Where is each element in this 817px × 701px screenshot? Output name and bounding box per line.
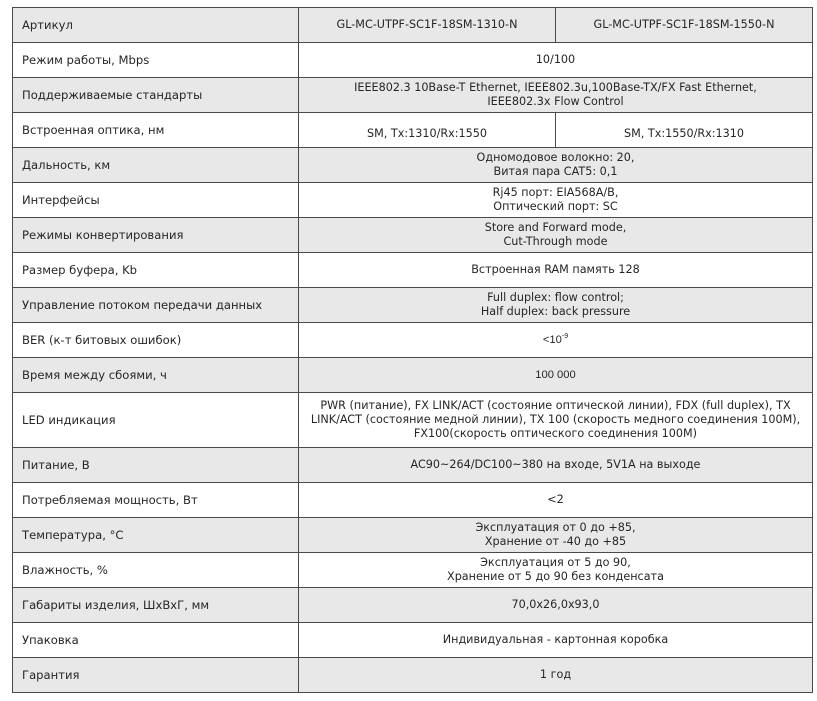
table-row-ber xyxy=(13,323,813,358)
row-value xyxy=(299,148,813,183)
model-1550: GL-MC-UTPF-SC1F-18SM-1550-N xyxy=(556,8,813,43)
value-line: Cut-Through mode xyxy=(503,235,608,248)
optics-1310: SM, Tx:1310/Rx:1550 xyxy=(299,113,556,148)
row-label: Температура, °С xyxy=(13,518,299,553)
optics-1550: SM, Tx:1550/Rx:1310 xyxy=(556,113,813,148)
value-line: PWR (питание), FX LINK/ACT (состояние оптической линии), FDX (full duplex), TX xyxy=(320,399,791,412)
table-row-led xyxy=(13,393,813,448)
row-label: Режимы конвертирования xyxy=(13,218,299,253)
row-value xyxy=(299,553,813,588)
value-line: IEEE802.3 10Base-T Ethernet, IEEE802.3u,100Base-TX/FX Fast Ethernet, xyxy=(354,81,757,94)
row-value: 70,0x26,0x93,0 xyxy=(299,588,813,623)
value-line: Half duplex: back pressure xyxy=(480,305,631,318)
table-row-temperature xyxy=(13,518,813,553)
row-label: Время между сбоями, ч xyxy=(13,358,299,393)
value-line: LINK/ACT (состояние медной линии), TX 100 (скорость медного соединения 100M), xyxy=(310,413,801,426)
row-value: Индивидуальная - картонная коробка xyxy=(299,623,813,658)
table-row-conversion-modes xyxy=(13,218,813,253)
row-label: LED индикация xyxy=(13,393,299,448)
row-value xyxy=(299,518,813,553)
table-row-optics xyxy=(13,113,813,148)
table-row-consumption xyxy=(13,483,813,518)
row-value: 1 год xyxy=(299,658,813,693)
row-label: Габариты изделия, ШхВхГ, мм xyxy=(13,588,299,623)
value-line: Оптический порт: SC xyxy=(493,200,618,213)
value-line: IEEE802.3x Flow Control xyxy=(487,95,624,108)
row-value: <2 xyxy=(299,483,813,518)
table-row-standards xyxy=(13,78,813,113)
ber-base: <10 xyxy=(542,334,562,346)
value-line: Витая пара CAT5: 0,1 xyxy=(493,165,618,178)
value-line: Эксплуатация от 5 до 90, xyxy=(480,556,631,569)
ber-exponent: -9 xyxy=(561,333,569,340)
table-row-mode xyxy=(13,43,813,78)
row-value xyxy=(299,288,813,323)
row-value: AC90~264/DC100~380 на входе, 5V1A на выходе xyxy=(299,448,813,483)
row-label: Встроенная оптика, нм xyxy=(13,113,299,148)
row-label: Поддерживаемые стандарты xyxy=(13,78,299,113)
value-line: Одномодовое волокно: 20, xyxy=(476,151,635,164)
row-label: Питание, В xyxy=(13,448,299,483)
table-row-distance xyxy=(13,148,813,183)
row-label: Размер буфера, Kb xyxy=(13,253,299,288)
row-value xyxy=(299,323,813,358)
row-label: Потребляемая мощность, Вт xyxy=(13,483,299,518)
table-row-humidity xyxy=(13,553,813,588)
row-value: Встроенная RAM память 128 xyxy=(299,253,813,288)
row-label: Гарантия xyxy=(13,658,299,693)
row-value: 10/100 xyxy=(299,43,813,78)
value-line: FX100(скорость оптического соединения 100M) xyxy=(413,427,698,440)
row-label: Артикул xyxy=(13,8,299,43)
table-row-packaging xyxy=(13,623,813,658)
model-1310: GL-MC-UTPF-SC1F-18SM-1310-N xyxy=(299,8,556,43)
value-line: Хранение от 5 до 90 без конденсата xyxy=(447,570,664,583)
row-value xyxy=(299,393,813,448)
value-line: Full duplex: flow control; xyxy=(487,291,624,304)
row-label: BER (к-т битовых ошибок) xyxy=(13,323,299,358)
row-value xyxy=(299,218,813,253)
value-line: Эксплуатация от 0 до +85, xyxy=(475,521,636,534)
value-line: Store and Forward mode, xyxy=(484,221,627,234)
row-value xyxy=(299,78,813,113)
row-label: Управление потоком передачи данных xyxy=(13,288,299,323)
table-row-flow-control xyxy=(13,288,813,323)
table-row-dimensions xyxy=(13,588,813,623)
spec-table xyxy=(12,7,813,693)
table-row-mtbf xyxy=(13,358,813,393)
row-label: Дальность, км xyxy=(13,148,299,183)
table-row-warranty xyxy=(13,658,813,693)
value-line: Rj45 порт: EIA568A/B, xyxy=(492,186,619,199)
table-row-power xyxy=(13,448,813,483)
row-label: Влажность, % xyxy=(13,553,299,588)
row-label: Упаковка xyxy=(13,623,299,658)
row-value: 100 000 xyxy=(299,358,813,393)
value-line: Хранение от -40 до +85 xyxy=(484,535,627,548)
row-label: Интерфейсы xyxy=(13,183,299,218)
row-value xyxy=(299,183,813,218)
table-row-buffer xyxy=(13,253,813,288)
table-row-article xyxy=(13,8,813,43)
table-row-interfaces xyxy=(13,183,813,218)
row-label: Режим работы, Mbps xyxy=(13,43,299,78)
